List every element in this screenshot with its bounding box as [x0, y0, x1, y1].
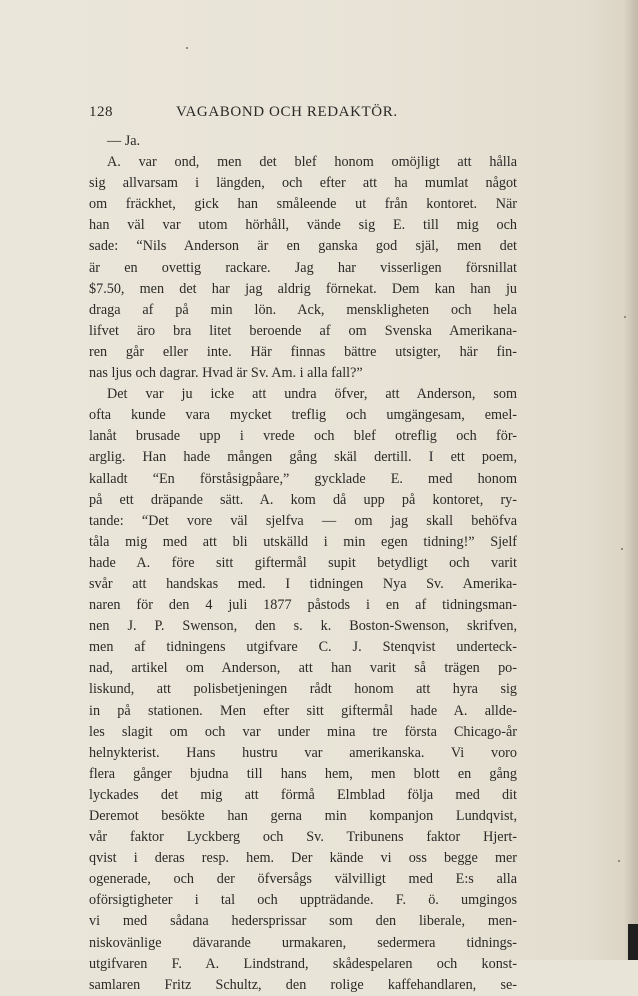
- text-line: ofta kunde vara mycket treflig och umgängesam, emel-: [89, 407, 517, 424]
- body-text: [89, 131, 517, 996]
- page-edge-shadow: [624, 0, 638, 960]
- text-line: draga af på min lön. Ack, menskligheten och hela: [89, 301, 517, 318]
- text-line: han väl var utom hörhåll, vände sig E. till mig och: [89, 217, 517, 234]
- text-line: liskund, att polisbetjeningen rådt honom att hyra sig: [89, 681, 517, 698]
- text-line: nas ljus och dagrar. Hvad är Sv. Am. i alla fall?”: [89, 365, 363, 382]
- text-line: Deremot besökte han gerna min kompanjon Lundqvist,: [89, 808, 517, 824]
- text-line: lifvet äro bra litet beroende af om Svenska Amerikana-: [89, 322, 517, 339]
- text-line: utgifvaren F. A. Lindstrand, skådespelaren och konst-: [89, 955, 517, 972]
- text-line: vår faktor Lyckberg och Sv. Tribunens faktor Hjert-: [89, 829, 517, 846]
- text-line: tande: “Det vore väl sjelfva — om jag skall behöfva: [89, 512, 517, 529]
- text-line: naren för den 4 juli 1877 påstods i en af tidningsman-: [89, 597, 517, 614]
- text-line: samlaren Fritz Schultz, den rolige kaffehandlaren, se-: [89, 976, 517, 993]
- page-number: 128: [89, 104, 113, 120]
- text-line: $7.50, men det har jag aldrig förnekat. Dem kan han ju: [89, 280, 517, 297]
- text-line: ren går eller inte. Här finnas bättre utsigter, här fin-: [89, 343, 517, 360]
- text-line: svår att handskas med. I tidningen Nya Sv. Amerika-: [89, 575, 517, 592]
- text-line: vi med sådana hedersprissar som den liberale, men-: [89, 913, 517, 930]
- corner-shadow: [628, 924, 638, 960]
- text-line: sig allvarsam i längden, och efter att ha mumlat något: [89, 175, 517, 192]
- text-line: A. var ond, men det blef honom omöjligt att hålla: [107, 154, 517, 171]
- text-line: — Ja.: [107, 133, 141, 149]
- text-line: flera gånger bjudna till hans hem, men blott en gång: [89, 765, 517, 782]
- text-line: är en ovettig rackare. Jag har visserligen försnillat: [89, 259, 517, 276]
- text-line: på ett dräpande sätt. A. kom då upp på kontoret, ry-: [89, 491, 517, 508]
- text-line: ogenerade, och der öfversågs välvilligt med E:s alla: [89, 871, 517, 888]
- paper-speck: [624, 316, 626, 318]
- text-line: kalladt “En förståsigpåare,” gycklade E. med honom: [89, 470, 517, 487]
- text-line: helnykterist. Hans hustru var amerikanska. Vi voro: [89, 744, 517, 761]
- text-line: nen J. P. Swenson, den s. k. Boston-Swenson, skrifven,: [89, 618, 517, 635]
- text-line: niskovänlige dävarande urmakaren, sedermera tidnings-: [89, 934, 517, 951]
- text-line: lanåt brusade upp i vrede och blef otreflig och för-: [89, 428, 517, 445]
- text-line: om fräckhet, gick han småleende ut från kontoret. När: [89, 196, 517, 213]
- paper-speck: [186, 47, 188, 49]
- paper-speck: [618, 860, 620, 862]
- text-line: lyckades det mig att förmå Elmblad följa med dit: [89, 786, 517, 803]
- text-line: oförsigtigheter i tal och uppträdande. F. ö. umgingos: [89, 892, 517, 909]
- text-line: hade A. före sitt giftermål supit betydligt och varit: [89, 554, 517, 571]
- running-title: VAGABOND OCH REDAKTÖR.: [176, 104, 398, 120]
- text-line: Det var ju icke att undra öfver, att Anderson, som: [107, 386, 517, 403]
- text-line: sade: “Nils Anderson är en ganska god själ, men det: [89, 238, 517, 255]
- text-line: qvist i deras resp. hem. Der kände vi oss begge mer: [89, 850, 517, 867]
- text-line: arglig. Han hade mången gång skäl dertill. I ett poem,: [89, 449, 517, 466]
- running-header: [89, 104, 429, 126]
- text-line: les slagit om och var under mina tre första Chicago-år: [89, 723, 517, 740]
- text-line: nad, artikel om Anderson, att han varit så trägen po-: [89, 660, 517, 677]
- text-line: tåla mig med att bli utskälld i min egen tidning!” Sjelf: [89, 533, 517, 550]
- paper-speck: [621, 548, 623, 550]
- text-line: men af tidningens utgifvare C. J. Stenqvist underteck-: [89, 639, 517, 656]
- text-line: in på stationen. Men efter sitt giftermål hade A. allde-: [89, 702, 517, 719]
